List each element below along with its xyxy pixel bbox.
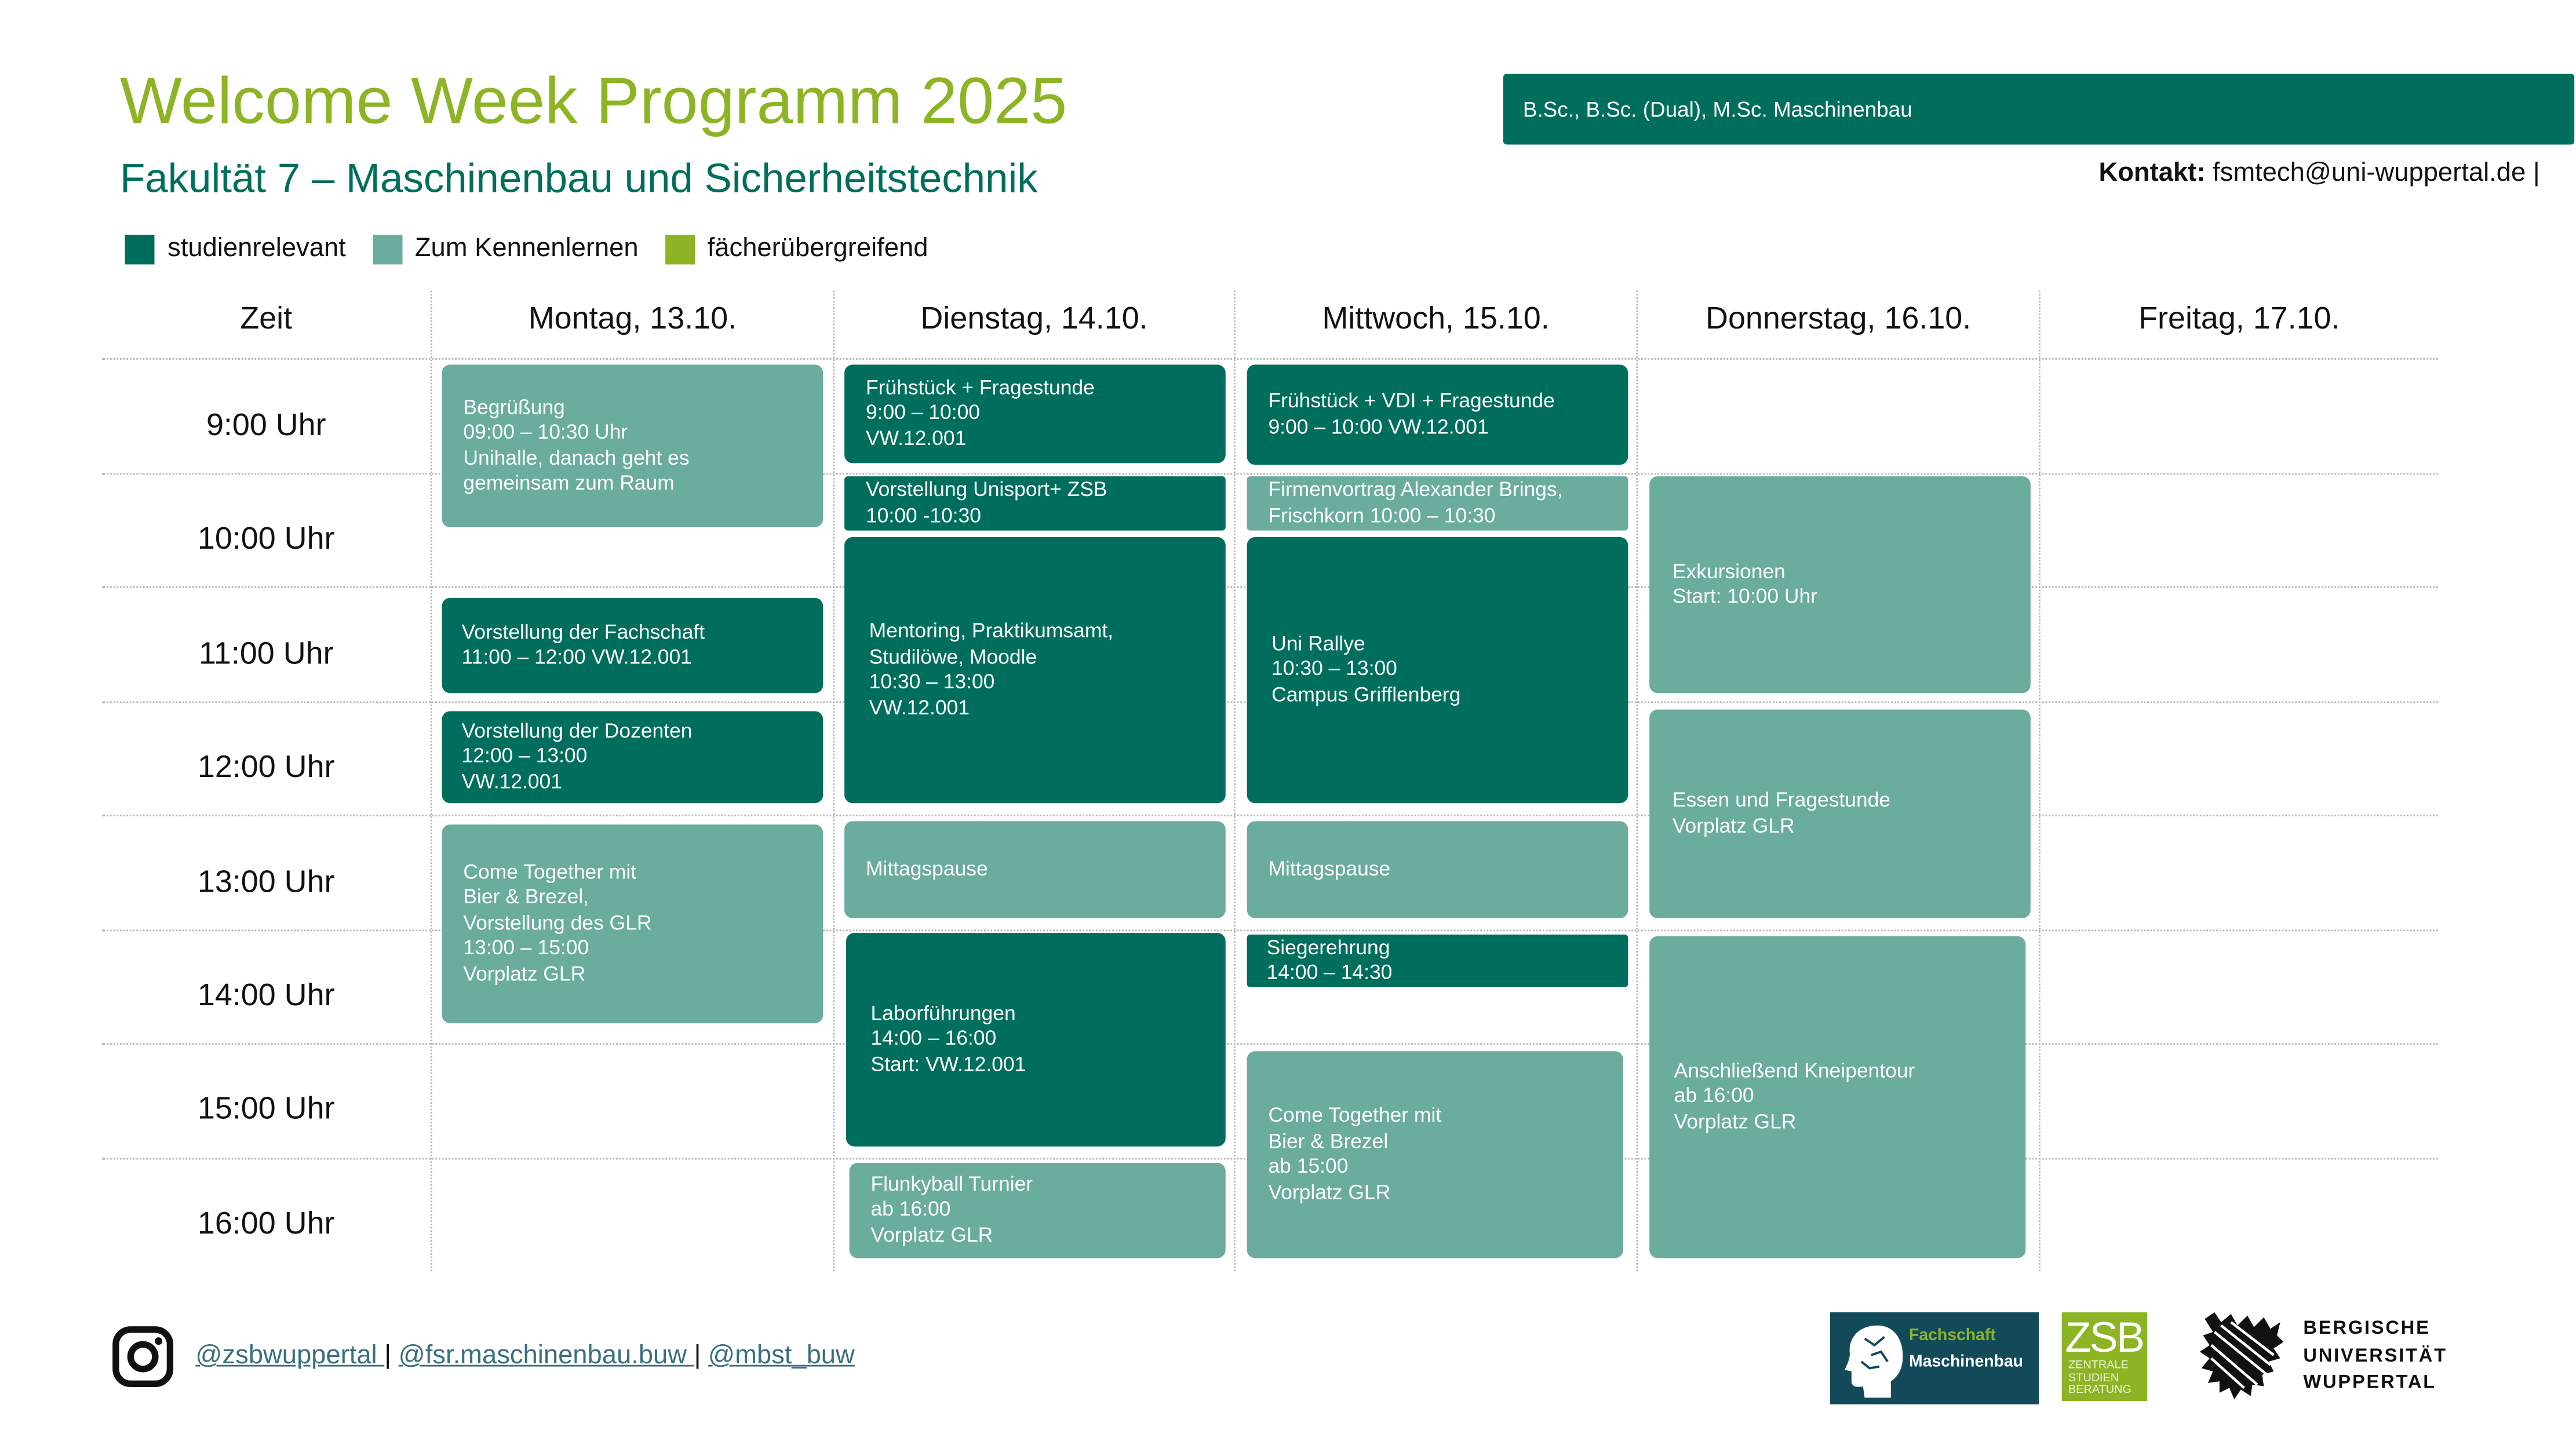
page-title: Welcome Week Programm 2025 <box>119 65 1067 138</box>
event-vorstellung-unisport: Vorstellung Unisport+ ZSB 10:00 -10:30 <box>844 476 1226 531</box>
event-laborfuehrungen: Laborführungen 14:00 – 16:00 Start: VW.12.001 <box>846 933 1226 1147</box>
time-label: 11:00 Uhr <box>198 637 334 672</box>
event-kneipentour: Anschließend Kneipentour ab 16:00 Vorplatz GLR <box>1649 936 2025 1258</box>
day-header-monday: Montag, 13.10. <box>528 302 737 337</box>
logo-text-maschinenbau: Maschinenbau <box>1909 1353 2023 1372</box>
grid-line <box>1234 291 1236 1271</box>
event-flunkyball: Flunkyball Turnier ab 16:00 Vorplatz GLR <box>850 1163 1226 1258</box>
legend-label: studienrelevant <box>167 235 346 263</box>
social-link-fsr-maschinenbau[interactable]: @fsr.maschinenbau.buw <box>398 1342 694 1370</box>
grid-line <box>2039 291 2041 1271</box>
event-come-together-wednesday: Come Together mit Bier & Brezel ab 15:00 Vorplatz GLR <box>1247 1051 1623 1258</box>
university-crest-icon <box>2198 1309 2287 1401</box>
event-mittagspause-tuesday: Mittagspause <box>844 821 1226 918</box>
event-come-together-monday: Come Together mit Bier & Brezel, Vorstellung des GLR 13:00 – 15:00 Vorplatz GLR <box>442 824 824 1023</box>
time-label: 10:00 Uhr <box>197 522 335 557</box>
grid-line <box>431 291 432 1271</box>
time-label: 15:00 Uhr <box>197 1092 335 1127</box>
legend-swatch-light <box>372 235 402 264</box>
social-separator: | <box>694 1342 701 1370</box>
time-label: 16:00 Uhr <box>197 1207 335 1242</box>
head-silhouette-icon <box>1842 1319 1907 1401</box>
contact-label: Kontakt: <box>2098 159 2206 188</box>
grid-line <box>102 815 2438 816</box>
zsb-logo-subtext: ZENTRALE STUDIEN BERATUNG <box>2068 1360 2132 1396</box>
legend-item-kennenlernen <box>372 235 639 264</box>
social-link-zsbwuppertal[interactable]: @zsbwuppertal <box>195 1342 385 1370</box>
day-header-friday: Freitag, 17.10. <box>2138 302 2340 337</box>
logo-text-fachschaft: Fachschaft <box>1909 1327 1996 1345</box>
legend <box>125 235 954 264</box>
grid-line <box>833 291 835 1271</box>
contact-email: fsmtech@uni-wuppertal.de | <box>2213 159 2540 188</box>
event-begruessung: Begrüßung 09:00 – 10:30 Uhr Unihalle, danach geht es gemeinsam zum Raum <box>442 364 824 527</box>
zsb-logo-text: ZSB <box>2065 1312 2144 1362</box>
event-vorstellung-dozenten: Vorstellung der Dozenten 12:00 – 13:00 VW.12.001 <box>442 711 824 803</box>
legend-item-studienrelevant <box>125 235 345 264</box>
event-vorstellung-fachschaft: Vorstellung der Fachschaft 11:00 – 12:00 VW.12.001 <box>442 598 824 693</box>
legend-swatch-dark <box>125 235 154 264</box>
zsb-logo <box>2062 1312 2147 1401</box>
day-header-tuesday: Dienstag, 14.10. <box>920 302 1148 337</box>
event-mittagspause-wednesday: Mittagspause <box>1247 821 1628 918</box>
grid-line <box>102 358 2438 360</box>
legend-label: Zum Kennenlernen <box>414 235 639 263</box>
grid-line <box>102 1043 2438 1045</box>
university-name: BERGISCHE UNIVERSITÄT WUPPERTAL <box>2303 1319 2447 1393</box>
time-label: 9:00 Uhr <box>206 408 326 444</box>
event-mentoring: Mentoring, Praktikumsamt, Studilöwe, Moodle 10:30 – 13:00 VW.12.001 <box>844 537 1226 803</box>
event-exkursionen: Exkursionen Start: 10:00 Uhr <box>1649 476 2031 693</box>
grid-line <box>1636 291 1638 1271</box>
event-firmenvortrag: Firmenvortrag Alexander Brings, Frischkorn 10:00 – 10:30 <box>1247 476 1628 531</box>
page-subtitle: Fakultät 7 – Maschinenbau und Sicherheitstechnik <box>119 156 1038 202</box>
social-links <box>195 1342 854 1371</box>
fachschaft-logo <box>1830 1312 2039 1404</box>
legend-swatch-green <box>665 235 694 264</box>
program-banner: B.Sc., B.Sc. (Dual), M.Sc. Maschinenbau <box>1503 74 2574 145</box>
time-label: 13:00 Uhr <box>197 865 335 900</box>
event-siegerehrung: Siegerehrung 14:00 – 14:30 <box>1247 935 1628 987</box>
instagram-icon <box>112 1326 174 1388</box>
legend-item-faecheruebergreifend <box>665 235 928 264</box>
event-fruehstueck-tuesday: Frühstück + Fragestunde 9:00 – 10:00 VW.12.001 <box>844 364 1226 463</box>
day-header-thursday: Donnerstag, 16.10. <box>1706 302 1972 337</box>
event-fruehstueck-wednesday: Frühstück + VDI + Fragestunde 9:00 – 10:00 VW.12.001 <box>1247 364 1628 465</box>
time-label: 14:00 Uhr <box>197 979 335 1014</box>
time-label: 12:00 Uhr <box>197 750 335 786</box>
event-essen-fragestunde: Essen und Fragestunde Vorplatz GLR <box>1649 710 2031 918</box>
legend-label: fächerübergreifend <box>707 235 928 263</box>
event-uni-rallye: Uni Rallye 10:30 – 13:00 Campus Grifflenberg <box>1247 537 1628 803</box>
time-column-header: Zeit <box>240 302 293 337</box>
social-link-mbst-buw[interactable]: @mbst_buw <box>708 1342 855 1370</box>
day-header-wednesday: Mittwoch, 15.10. <box>1322 302 1550 337</box>
social-separator: | <box>384 1342 392 1370</box>
contact-line <box>2098 159 2539 189</box>
